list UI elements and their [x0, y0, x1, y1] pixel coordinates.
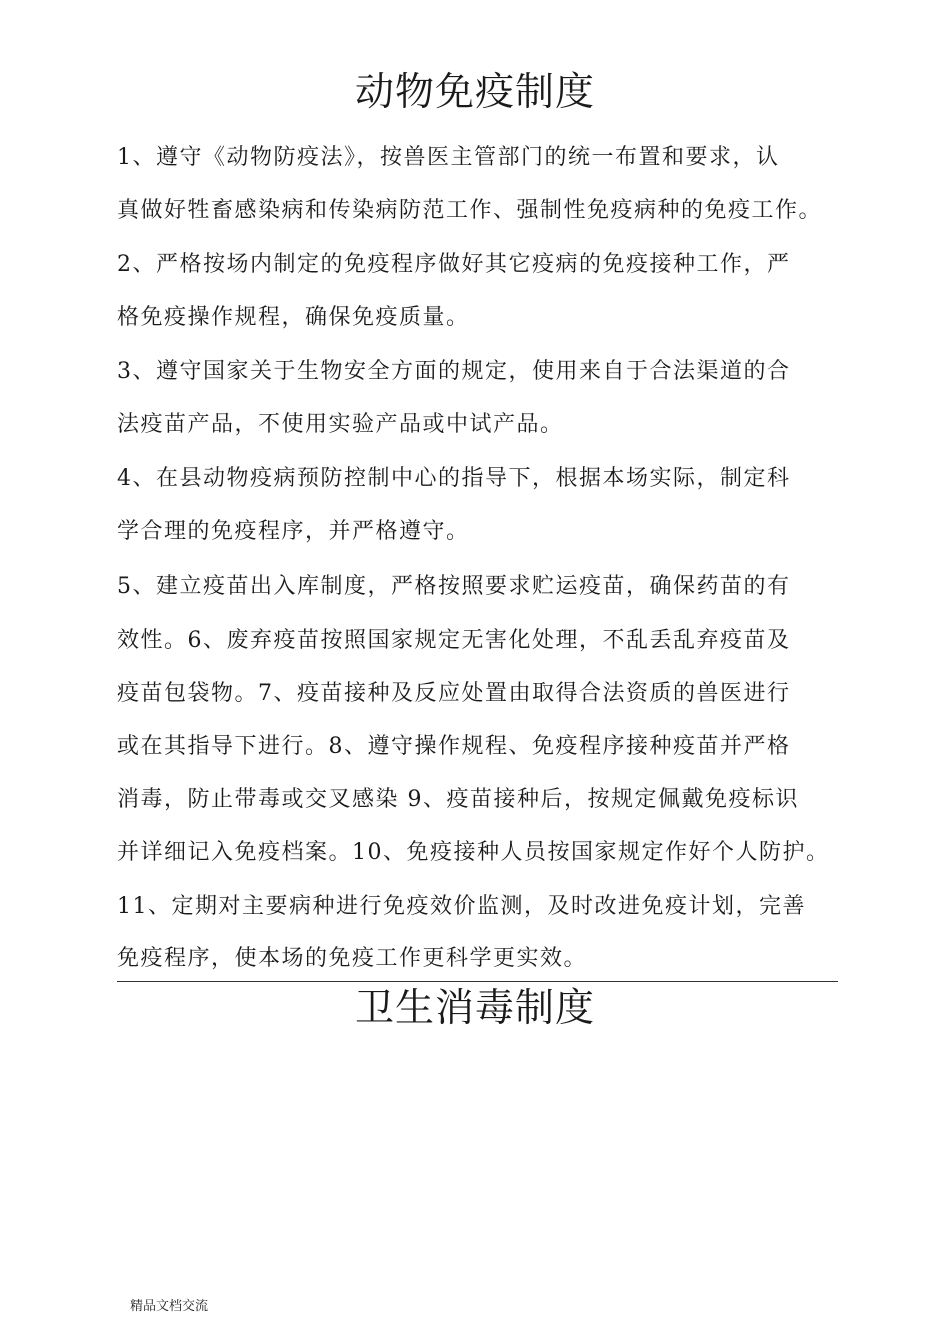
- paragraph-line: 11、定期对主要病种进行免疫效价监测，及时改进免疫计划，完善: [117, 894, 806, 919]
- paragraph-line: 3、遵守国家关于生物安全方面的规定，使用来自于合法渠道的合: [117, 359, 791, 384]
- paragraph-line: 免疫程序，使本场的免疫工作更科学更实效。: [117, 946, 588, 971]
- footer-note: 精品文档交流: [130, 1299, 209, 1314]
- section-divider: [117, 981, 838, 982]
- paragraph-line: 或在其指导下进行。8、遵守操作规程、免疫程序接种疫苗并严格: [117, 734, 791, 759]
- paragraph-line: 法疫苗产品，不使用实验产品或中试产品。: [117, 412, 564, 437]
- paragraph-line: 效性。6、废弃疫苗按照国家规定无害化处理，不乱丢乱弃疫苗及: [117, 628, 791, 653]
- paragraph-line: 真做好牲畜感染病和传染病防范工作、强制性免疫病种的免疫工作。: [117, 198, 823, 223]
- paragraph-line: 1、遵守《动物防疫法》，按兽医主管部门的统一布置和要求，认: [117, 145, 780, 170]
- paragraph-line: 5、建立疫苗出入库制度，严格按照要求贮运疫苗，确保药苗的有: [117, 574, 791, 599]
- page-title: 动物免疫制度: [354, 70, 595, 115]
- paragraph-line: 格免疫操作规程，确保免疫质量。: [117, 305, 470, 330]
- paragraph-line: 并详细记入免疫档案。10、免疫接种人员按国家规定作好个人防护。: [117, 840, 830, 865]
- section-title: 卫生消毒制度: [354, 986, 595, 1031]
- paragraph-line: 2、严格按场内制定的免疫程序做好其它疫病的免疫接种工作，严: [117, 252, 791, 277]
- paragraph-line: 疫苗包袋物。7、疫苗接种及反应处置由取得合法资质的兽医进行: [117, 681, 791, 706]
- paragraph-line: 消毒，防止带毒或交叉感染 9、疫苗接种后，按规定佩戴免疫标识: [117, 787, 799, 812]
- paragraph-line: 学合理的免疫程序，并严格遵守。: [117, 519, 470, 544]
- paragraph-line: 4、在县动物疫病预防控制中心的指导下，根据本场实际，制定科: [117, 466, 791, 491]
